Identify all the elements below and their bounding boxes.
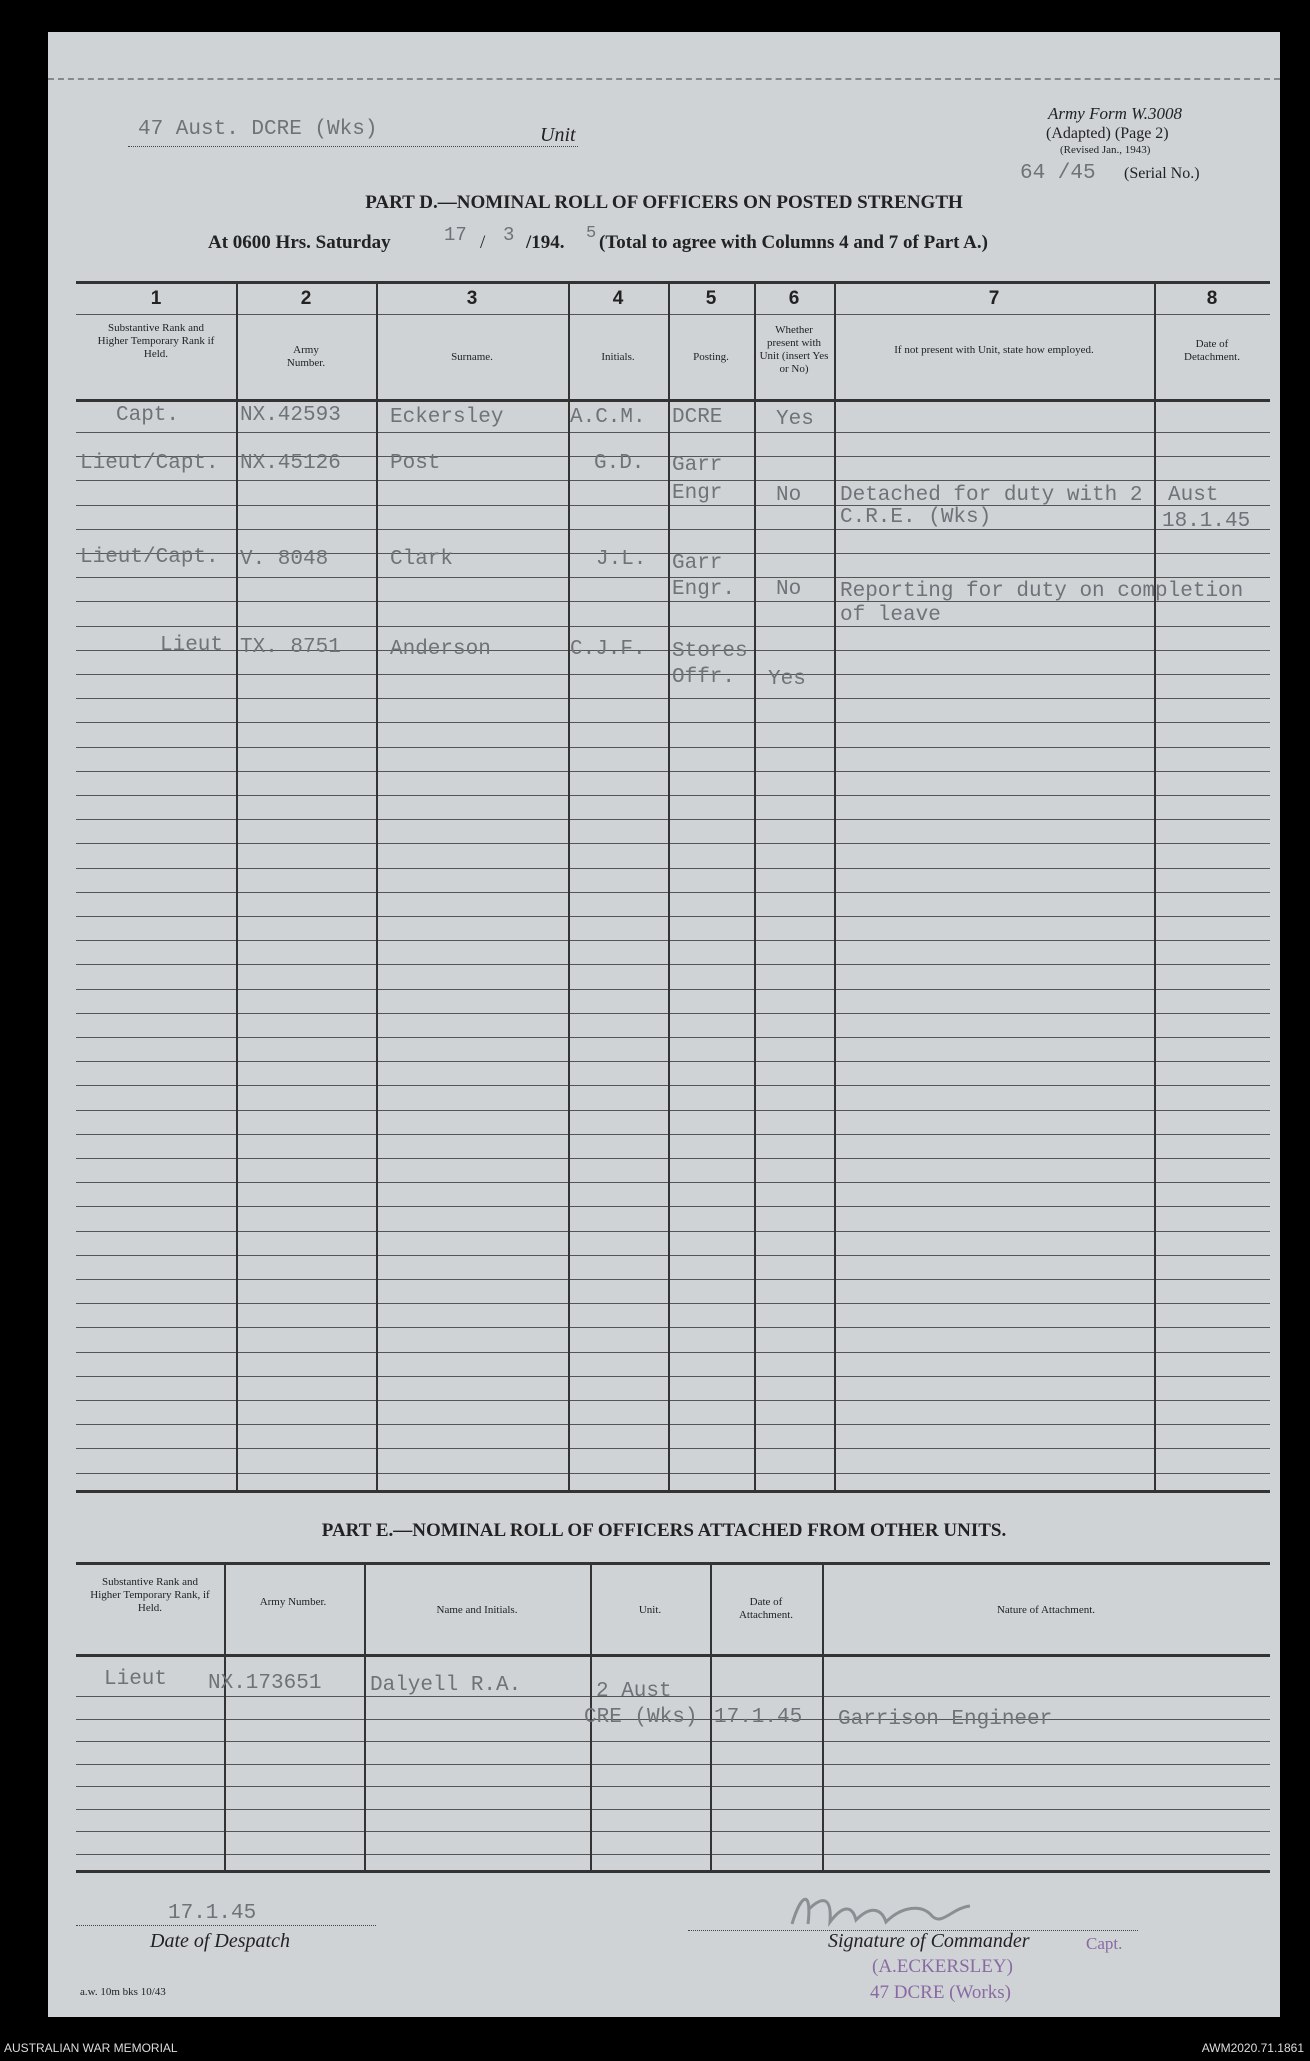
ruled-line xyxy=(76,1831,1270,1832)
e-col-header-unit: Unit. xyxy=(638,1604,662,1616)
unit-value: 47 Aust. DCRE (Wks) xyxy=(138,118,378,141)
posting-cell-line2: Offr. xyxy=(672,666,736,689)
part-e-bottom-rule xyxy=(76,1870,1270,1873)
employed-cell: Reporting for duty on completion xyxy=(840,580,1244,603)
col-divider xyxy=(236,281,238,1490)
e-col-header-nature: Nature of Attachment. xyxy=(996,1604,1096,1616)
archive-label-left: AUSTRALIAN WAR MEMORIAL xyxy=(4,2041,178,2055)
ruled-line xyxy=(76,795,1270,796)
employed-cell-line2: of leave xyxy=(840,604,941,627)
ruled-line xyxy=(76,1037,1270,1038)
commander-signature-icon xyxy=(782,1886,992,1936)
col-header-surname: Surname. xyxy=(451,351,493,363)
ruled-line xyxy=(76,843,1270,844)
present-cell: No xyxy=(776,578,802,601)
despatch-label: Date of Despatch xyxy=(150,1930,290,1952)
present-cell: Yes xyxy=(776,408,814,431)
detachment-cell: Aust xyxy=(1168,484,1219,507)
ruled-line xyxy=(76,1206,1270,1207)
ruled-line xyxy=(76,940,1270,941)
print-code: a.w. 10m bks 10/43 xyxy=(80,1986,166,1998)
name-cell: Dalyell R.A. xyxy=(370,1674,522,1697)
e-col-header-rank: Substantive Rank and Higher Temporary Rank, if Held. xyxy=(90,1576,210,1614)
nature-cell: Garrison Engineer xyxy=(838,1708,1053,1731)
ruled-line xyxy=(76,1352,1270,1353)
col-divider xyxy=(710,1562,712,1870)
ruled-line xyxy=(76,626,1270,627)
rank-cell: Capt. xyxy=(116,404,180,427)
rank-cell: Lieut/Capt. xyxy=(80,546,219,569)
year-prefix: /194. xyxy=(526,232,565,253)
posting-cell: DCRE xyxy=(672,406,723,429)
serial-label: (Serial No.) xyxy=(1124,165,1200,182)
col-number: 7 xyxy=(988,288,1000,309)
col-number: 1 xyxy=(150,288,162,309)
ruled-line xyxy=(76,432,1270,433)
army-number-cell: NX.42593 xyxy=(240,404,341,427)
col-header-present: Whether present with Unit (insert Yes or No) xyxy=(759,324,829,375)
ruled-line xyxy=(76,1376,1270,1377)
ruled-line xyxy=(76,1786,1270,1787)
col-divider xyxy=(376,281,378,1490)
ruled-line xyxy=(76,892,1270,893)
col-divider xyxy=(668,281,670,1490)
part-d-number-rule xyxy=(76,314,1270,315)
day-value: 17 xyxy=(444,224,467,246)
stamp-rank: Capt. xyxy=(1086,1934,1123,1953)
despatch-dotted-line xyxy=(76,1925,376,1926)
initials-cell: C.J.F. xyxy=(570,638,646,661)
ruled-line xyxy=(76,1764,1270,1765)
ruled-line xyxy=(76,1327,1270,1328)
ruled-line xyxy=(76,1741,1270,1742)
at-prefix: At 0600 Hrs. Saturday xyxy=(208,232,391,253)
initials-cell: A.C.M. xyxy=(570,406,646,429)
ruled-line xyxy=(76,1255,1270,1256)
total-note: (Total to agree with Columns 4 and 7 of Part A.) xyxy=(599,232,988,253)
rank-cell: Lieut xyxy=(160,634,224,657)
ruled-line xyxy=(76,1809,1270,1810)
unit-label: Unit xyxy=(540,124,576,146)
part-e-title: PART E.—NOMINAL ROLL OF OFFICERS ATTACHED FROM OTHER UNITS. xyxy=(321,1520,1007,1541)
e-col-header-army-number: Army Number. xyxy=(259,1596,327,1608)
part-e-header-rule xyxy=(76,1654,1270,1657)
ruled-line xyxy=(76,1424,1270,1425)
stamp-name: (A.ECKERSLEY) xyxy=(872,1956,1013,1977)
signature-label: Signature of Commander xyxy=(828,1930,1030,1952)
ruled-line xyxy=(76,1279,1270,1280)
army-number-cell: V. 8048 xyxy=(240,548,329,571)
col-header-army-number: Army Number. xyxy=(286,344,326,369)
form-adapted: (Adapted) (Page 2) xyxy=(1046,125,1169,142)
part-d-header-rule xyxy=(76,399,1270,402)
ruled-line xyxy=(76,964,1270,965)
col-divider xyxy=(754,281,756,1490)
posting-cell-line2: Engr. xyxy=(672,578,736,601)
employed-cell-line2: C.R.E. (Wks) xyxy=(840,506,992,529)
posting-cell-line2: Engr xyxy=(672,482,723,505)
surname-cell: Clark xyxy=(390,548,454,571)
col-header-detachment: Date of Detachment. xyxy=(1184,338,1240,363)
ruled-line xyxy=(76,1158,1270,1159)
rank-cell: Lieut xyxy=(104,1668,168,1691)
posting-cell: Stores xyxy=(672,640,748,663)
ruled-line xyxy=(76,698,1270,699)
ruled-line xyxy=(76,916,1270,917)
ruled-line xyxy=(76,989,1270,990)
month-value: 3 xyxy=(503,224,515,246)
col-divider xyxy=(568,281,570,1490)
ruled-line xyxy=(76,1448,1270,1449)
surname-cell: Eckersley xyxy=(390,406,504,429)
ruled-line xyxy=(76,747,1270,748)
posting-cell: Garr xyxy=(672,552,723,575)
col-header-employed: If not present with Unit, state how employed. xyxy=(894,344,1094,356)
perforation-line xyxy=(48,78,1280,80)
e-col-header-date: Date of Attachment. xyxy=(738,1596,794,1621)
col-divider xyxy=(834,281,836,1490)
col-number: 6 xyxy=(788,288,800,309)
year-digit: 5 xyxy=(586,224,597,243)
part-d-top-rule xyxy=(76,281,1270,284)
ruled-line xyxy=(76,1400,1270,1401)
col-number: 3 xyxy=(466,288,478,309)
ruled-line xyxy=(76,1231,1270,1232)
ruled-line xyxy=(76,1085,1270,1086)
e-col-header-name: Name and Initials. xyxy=(436,1604,518,1616)
col-divider xyxy=(1154,281,1156,1490)
ruled-line xyxy=(76,868,1270,869)
present-cell: Yes xyxy=(768,668,806,691)
ruled-line xyxy=(76,1013,1270,1014)
col-header-posting: Posting. xyxy=(693,351,729,363)
ruled-line xyxy=(76,1061,1270,1062)
posting-cell: Garr xyxy=(672,454,723,477)
ruled-line xyxy=(76,1854,1270,1855)
unit-cell: 2 Aust xyxy=(596,1680,672,1703)
initials-cell: G.D. xyxy=(594,452,645,475)
ruled-line xyxy=(76,1473,1270,1474)
serial-value: 64 /45 xyxy=(1020,162,1096,185)
form-sheet xyxy=(48,32,1280,2017)
attachment-date-cell: 17.1.45 xyxy=(714,1706,803,1729)
part-d-bottom-rule xyxy=(76,1490,1270,1493)
despatch-date-value: 17.1.45 xyxy=(168,1902,257,1925)
surname-cell: Post xyxy=(390,452,441,475)
stamp-unit: 47 DCRE (Works) xyxy=(870,1982,1011,2003)
form-revised: (Revised Jan., 1943) xyxy=(1060,144,1151,156)
unit-dotted-line xyxy=(128,146,578,147)
col-number: 8 xyxy=(1206,288,1218,309)
ruled-line xyxy=(76,529,1270,530)
col-number: 2 xyxy=(300,288,312,309)
col-header-rank: Substantive Rank and Higher Temporary Rank if Held. xyxy=(97,322,215,360)
part-e-top-rule xyxy=(76,1562,1270,1565)
ruled-line xyxy=(76,1696,1270,1697)
detachment-cell-line2: 18.1.45 xyxy=(1162,510,1251,533)
col-number: 4 xyxy=(612,288,624,309)
surname-cell: Anderson xyxy=(390,638,491,661)
rank-cell: Lieut/Capt. xyxy=(80,452,219,475)
employed-cell: Detached for duty with 2 xyxy=(840,484,1143,507)
army-number-cell: NX.173651 xyxy=(208,1672,322,1695)
part-d-title: PART D.—NOMINAL ROLL OF OFFICERS ON POSTED STRENGTH xyxy=(365,192,963,213)
unit-cell-line2: CRE (Wks) xyxy=(584,1706,698,1729)
ruled-line xyxy=(76,1182,1270,1183)
initials-cell: J.L. xyxy=(596,548,647,571)
ruled-line xyxy=(76,819,1270,820)
col-number: 5 xyxy=(705,288,717,309)
col-divider xyxy=(224,1562,226,1870)
ruled-line xyxy=(76,1134,1270,1135)
col-header-initials: Initials. xyxy=(601,351,635,363)
ruled-line xyxy=(76,1303,1270,1304)
archive-label-right: AWM2020.71.1861 xyxy=(1201,2041,1304,2055)
present-cell: No xyxy=(776,484,802,507)
form-name: Army Form W.3008 xyxy=(1048,104,1182,123)
ruled-line xyxy=(76,1110,1270,1111)
army-number-cell: NX.45126 xyxy=(240,452,341,475)
army-number-cell: TX. 8751 xyxy=(240,636,341,659)
date-separator-icon: / xyxy=(480,232,486,253)
ruled-line xyxy=(76,722,1270,723)
ruled-line xyxy=(76,771,1270,772)
